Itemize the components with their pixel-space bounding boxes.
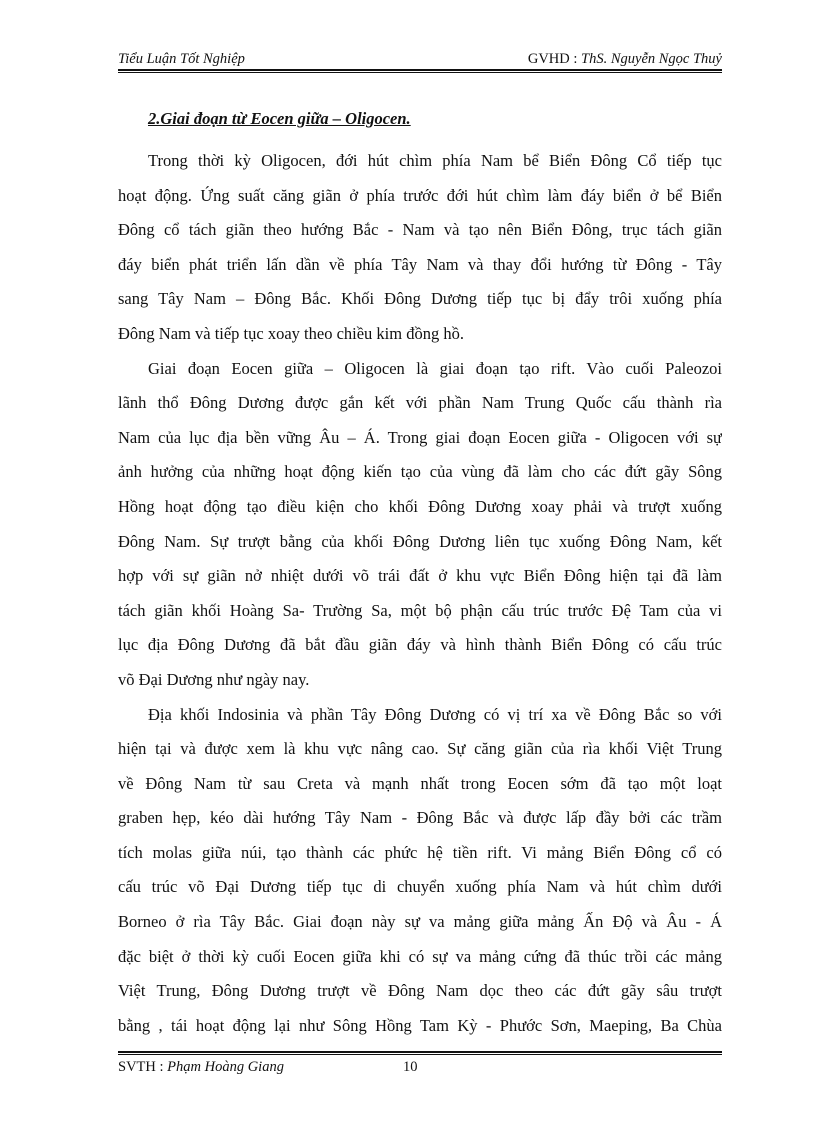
- footer-student-prefix: SVTH :: [118, 1059, 168, 1075]
- text-line: Trong thời kỳ Oligocen, đới hút chìm phía Nam bể Biển Đông Cổ tiếp tục: [148, 151, 722, 170]
- text-line: Giai đoạn Eocen giữa – Oligocen là giai đoạn tạo rift. Vào cuối Paleozoi: [148, 358, 722, 378]
- text-line: hoạt động. Ứng suất căng giãn ở phía trước đới hút chìm làm đáy biển ở bể Biển: [118, 185, 722, 205]
- text-line: ảnh hưởng của những hoạt động kiến tạo của vùng đã làm cho các đứt gãy Sông: [118, 462, 722, 482]
- text-line: tách giãn khối Hoàng Sa- Trường Sa, một bộ phận cấu trúc trước Đệ Tam của vi: [118, 600, 722, 620]
- footer-rule-thin: [118, 1054, 722, 1055]
- header-supervisor-prefix: GVHD :: [527, 51, 582, 67]
- text-line: sang Tây Nam – Đông Bắc. Khối Đông Dương tiếp tục bị đẩy trôi xuống phía: [118, 289, 722, 309]
- page-content: [118, 108, 722, 1043]
- body-text: [118, 144, 722, 1043]
- text-line: võ Đại Dương như ngày nay.: [118, 669, 310, 689]
- text-line: hiện tại và được xem là khu vực nâng cao. Sự căng giãn của rìa khối Việt Trung: [118, 739, 722, 759]
- header-rule-thick: [118, 69, 722, 71]
- text-line: Borneo ở rìa Tây Bắc. Giai đoạn này sự va mảng giữa mảng Ấn Độ và Âu - Á: [118, 912, 722, 932]
- text-line: Đông Nam và tiếp tục xoay theo chiều kim đồng hồ.: [118, 323, 464, 343]
- header-supervisor: [528, 50, 722, 68]
- footer-student-name: Phạm Hoàng Giang: [167, 1059, 284, 1075]
- header-title: Tiểu Luận Tốt Nghiệp: [118, 51, 245, 67]
- text-line: về Đông Nam từ sau Creta và mạnh nhất trong Eocen sớm đã tạo một loạt: [118, 773, 722, 793]
- text-line: graben hẹp, kéo dài hướng Tây Nam - Đông Bắc và được lấp đầy bởi các trầm: [118, 808, 722, 828]
- text-line: đặc biệt ở thời kỳ cuối Eocen giữa khi có sự va mảng cứng đã thúc trồi các mảng: [118, 946, 722, 966]
- paragraph: [118, 352, 722, 698]
- text-line: Địa khối Indosinia và phần Tây Đông Dương có vị trí xa về Đông Bắc so với: [148, 704, 722, 724]
- text-line: lãnh thổ Đông Dương được gắn kết với phần Nam Trung Quốc cấu thành rìa: [118, 393, 722, 413]
- text-line: bằng , tái hoạt động lại như Sông Hồng Tam Kỳ - Phước Sơn, Maeping, Ba Chùa: [118, 1015, 722, 1035]
- text-line: Nam của lục địa bền vững Âu – Á. Trong giai đoạn Eocen giữa - Oligocen với sự: [118, 427, 722, 447]
- text-line: hợp với sự giãn nở nhiệt dưới võ trái đất ở khu vực Biển Đông hiện tại đã làm: [118, 566, 722, 586]
- footer-student: [118, 1058, 284, 1076]
- text-line: cấu trúc võ Đại Dương tiếp tục di chuyển xuống phía Nam và hút chìm dưới: [118, 877, 722, 897]
- text-line: Đông cổ tách giãn theo hướng Bắc - Nam và tạo nên Biển Đông, trục tách giãn: [118, 220, 722, 240]
- header-supervisor-name: ThS. Nguyễn Ngọc Thuỷ: [581, 51, 722, 67]
- text-line: Đông Nam. Sự trượt bằng của khối Đông Dương liên tục xuống Đông Nam, kết: [118, 531, 722, 551]
- text-line: Việt Trung, Đông Dương trượt về Đông Nam dọc theo các đứt gãy sâu trượt: [118, 981, 722, 1001]
- section-heading: 2.Giai đoạn từ Eocen giữa – Oligocen.: [148, 109, 411, 128]
- header-rule-thin: [118, 72, 722, 73]
- paragraph: [118, 698, 722, 1044]
- text-line: đáy biển phát triển lấn dần về phía Tây Nam và thay đổi hướng từ Đông - Tây: [118, 254, 722, 274]
- text-line: Hồng hoạt động tạo điều kiện cho khối Đông Dương xoay phải và trượt xuống: [118, 496, 722, 516]
- page-number: 10: [403, 1059, 418, 1075]
- text-line: tích molas giữa núi, tạo thành các phức hệ tiền rift. Vi mảng Biển Đông cổ có: [118, 842, 722, 862]
- footer-rule-thick: [118, 1051, 722, 1053]
- text-line: lục địa Đông Dương đã bắt đầu giãn đáy và hình thành Biển Đông có cấu trúc: [118, 635, 722, 655]
- paragraph: [118, 144, 722, 352]
